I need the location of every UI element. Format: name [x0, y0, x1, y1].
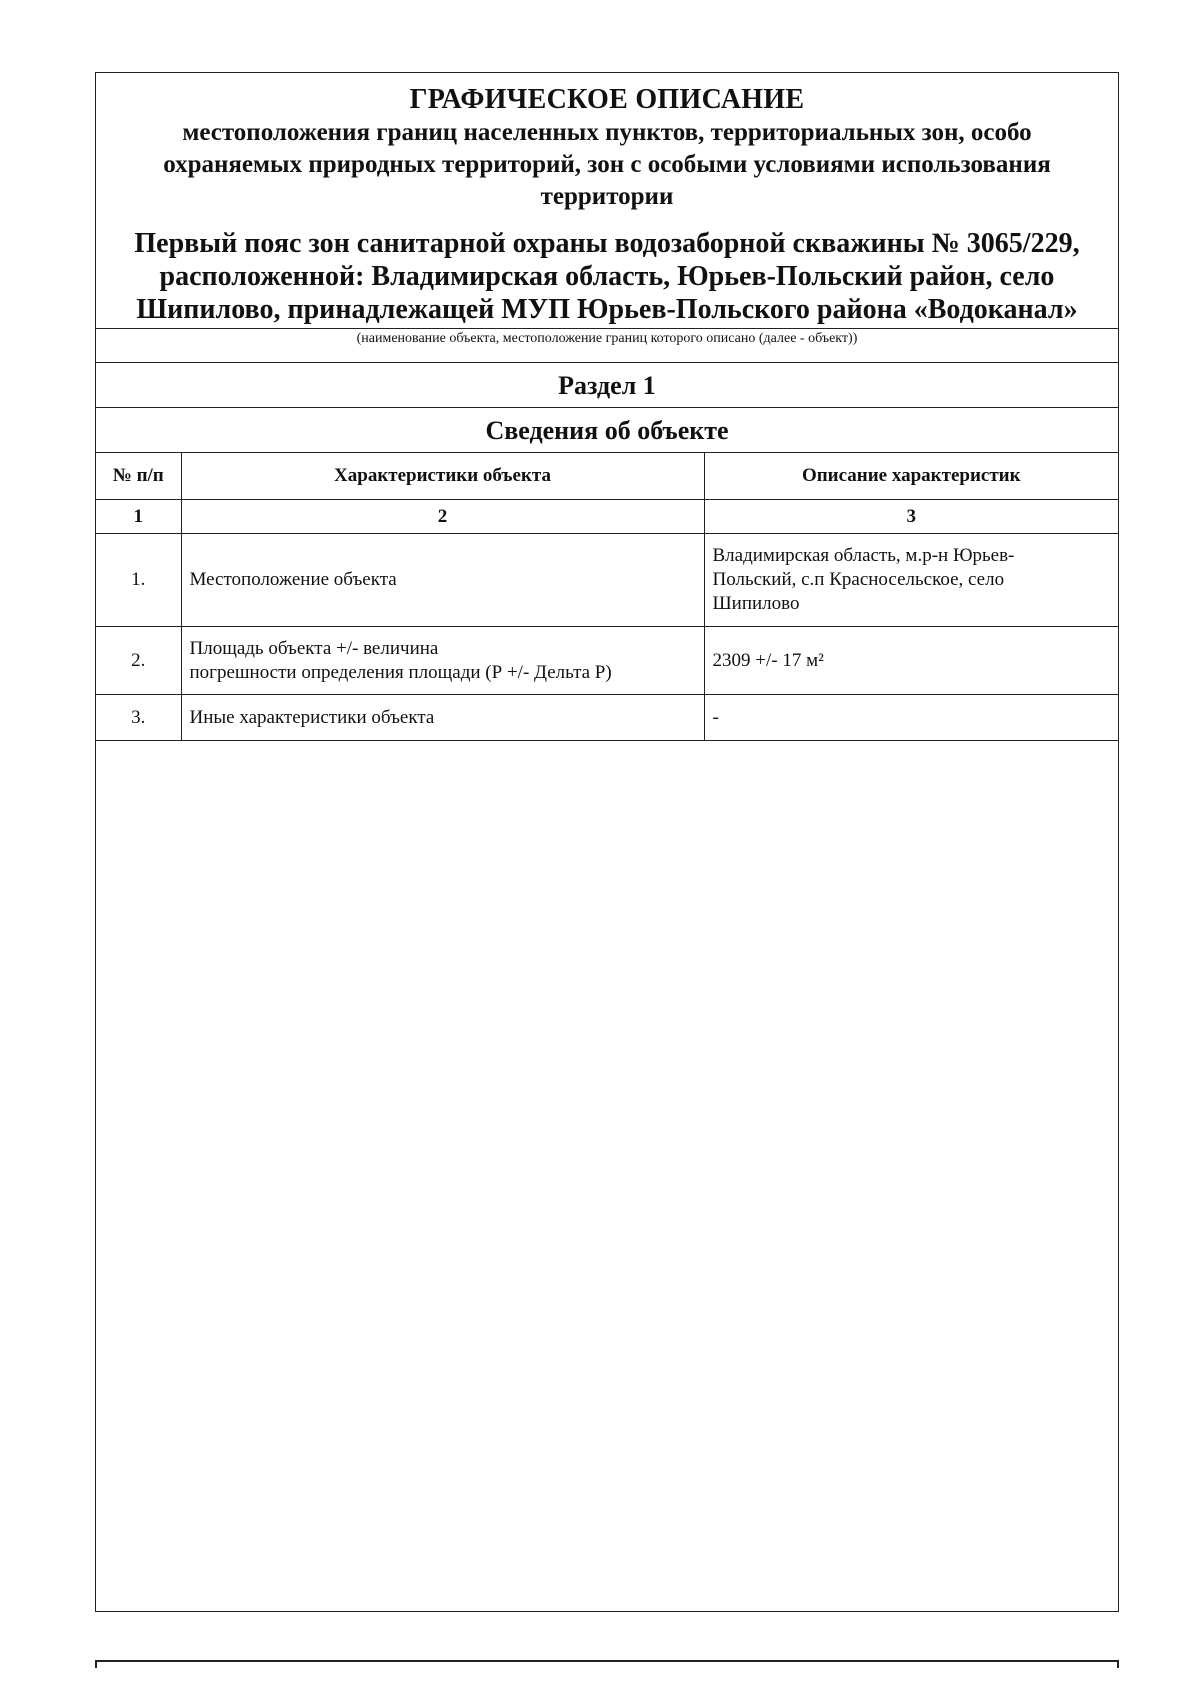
- row-description: [704, 627, 1118, 695]
- next-page-border: [95, 1660, 1119, 1662]
- object-name-line: Шипилово, принадлежащей МУП Юрьев-Польского района «Водоканал»: [136, 294, 1078, 325]
- row-description: [704, 534, 1118, 627]
- object-caption: (наименование объекта, местоположение границ которого описано (далее - объект)): [356, 331, 858, 346]
- column-number: 1: [96, 500, 181, 534]
- subtitle-line: территории: [540, 183, 674, 210]
- column-header: № п/п: [96, 453, 181, 500]
- next-page-border-tick: [95, 1660, 97, 1668]
- next-page-border-tick: [1117, 1660, 1119, 1668]
- row-characteristic: [181, 534, 704, 627]
- object-name-line: Первый пояс зон санитарной охраны водозаборной скважины № 3065/229,: [134, 228, 1080, 259]
- column-number: 3: [704, 500, 1118, 534]
- row-number: 3.: [96, 695, 181, 741]
- document-subtitle: [106, 117, 1108, 213]
- description-line: Польский, с.п Красносельское, село: [712, 569, 1005, 590]
- description-line: Владимирская область, м.р-н Юрьев-: [712, 545, 1015, 566]
- document-frame: [95, 72, 1119, 1612]
- object-name-line: расположенной: Владимирская область, Юрьев-Польский район, село: [159, 261, 1055, 292]
- row-characteristic: [181, 695, 704, 741]
- characteristic-line: погрешности определения площади (Р +/- Дельта Р): [189, 661, 612, 683]
- object-info-table: [96, 452, 1118, 741]
- section-label-row: [96, 362, 1118, 407]
- column-header: Характеристики объекта: [181, 453, 704, 500]
- subtitle-line: местоположения границ населенных пунктов, территориальных зон, особо: [182, 119, 1032, 146]
- document-title: ГРАФИЧЕСКОЕ ОПИСАНИЕ: [409, 84, 805, 115]
- table-header-row: [96, 453, 1118, 500]
- object-caption-row: [96, 328, 1118, 362]
- column-number-row: [96, 500, 1118, 534]
- section-title-row: [96, 407, 1118, 452]
- characteristic-line: Иные характеристики объекта: [189, 706, 435, 728]
- description-line: -: [712, 706, 719, 728]
- subtitle-line: охраняемых природных территорий, зон с особыми условиями использования: [163, 151, 1051, 178]
- row-number: 2.: [96, 627, 181, 695]
- characteristic-line: Местоположение объекта: [189, 569, 397, 590]
- row-description: [704, 695, 1118, 741]
- column-header: Описание характеристик: [704, 453, 1118, 500]
- column-number: 2: [181, 500, 704, 534]
- description-line: 2309 +/- 17 м²: [712, 649, 824, 671]
- table-row: [96, 695, 1118, 741]
- table-row: [96, 627, 1118, 695]
- object-name: [106, 227, 1108, 326]
- section-title: Сведения об объекте: [485, 416, 729, 445]
- description-line: Шипилово: [712, 593, 800, 614]
- characteristic-line: Площадь объекта +/- величина: [189, 637, 439, 659]
- row-number: 1.: [96, 534, 181, 627]
- document-header: [96, 73, 1118, 326]
- row-characteristic: [181, 627, 704, 695]
- section-label: Раздел 1: [558, 371, 656, 400]
- table-row: [96, 534, 1118, 627]
